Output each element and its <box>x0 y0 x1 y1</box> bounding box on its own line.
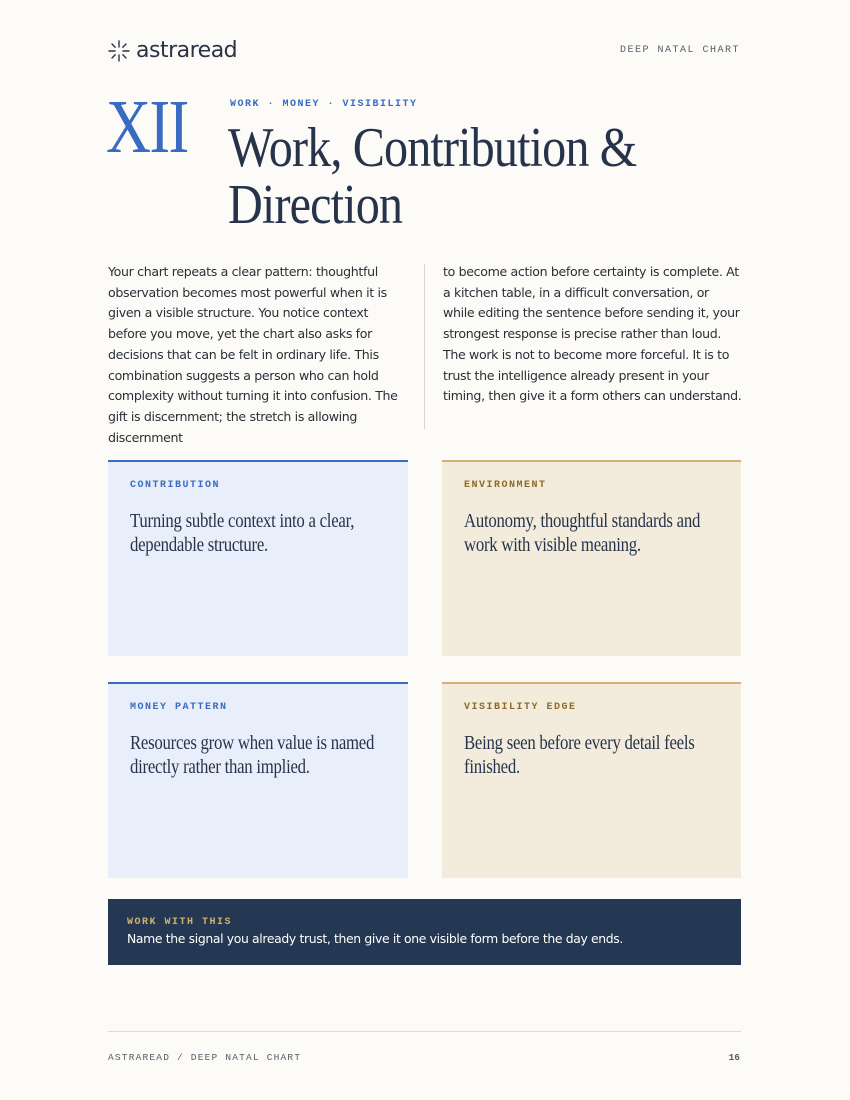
callout-label: WORK WITH THIS <box>127 917 233 928</box>
section-numeral: XII <box>106 85 188 169</box>
document-label: DEEP NATAL CHART <box>619 45 740 56</box>
card-label: VISIBILITY EDGE <box>464 702 577 713</box>
card-text: Autonomy, thoughtful standards and work with visible meaning. <box>464 511 701 556</box>
card-visibility-edge <box>442 682 741 878</box>
column-divider <box>424 264 425 429</box>
callout-text: Name the signal you already trust, then give it one visible form before the day ends. <box>127 931 624 946</box>
section-title: Work, Contribution & Direction <box>228 117 637 236</box>
card-environment <box>442 460 741 656</box>
card-text: Being seen before every detail feels finished. <box>464 733 695 778</box>
card-money-pattern <box>108 682 408 878</box>
card-contribution <box>108 460 408 656</box>
brand-name: astraread <box>136 38 238 63</box>
work-with-this-callout <box>108 899 741 965</box>
card-label: CONTRIBUTION <box>130 480 221 491</box>
footer-label: ASTRAREAD / DEEP NATAL CHART <box>108 1052 302 1063</box>
brand-logo[interactable] <box>108 38 237 63</box>
section-kicker: WORK · MONEY · VISIBILITY <box>230 99 418 110</box>
body-text-left: Your chart repeats a clear pattern: thoughtful observation becomes most powerful when it is given a visible structure. You notice context before you move, yet the chart also asks for decisions that can be felt in ordinary life. This combination suggests a person who can hold complexity without turning it into confusion. The gift is discernment; the stretch is allowing discernment <box>108 264 398 445</box>
card-text: Turning subtle context into a clear, dependable structure. <box>130 511 355 556</box>
sparkle-icon <box>108 40 130 62</box>
body-text-right: to become action before certainty is complete. At a kitchen table, in a difficult conversation, or while editing the sentence before sending it, your strongest response is precise rather than loud. The work is not to become more forceful. It is to trust the intelligence already present in your timing, then give it a form others can understand. <box>443 264 742 404</box>
page-number: 16 <box>728 1052 740 1063</box>
card-label: MONEY PATTERN <box>130 702 228 713</box>
card-label: ENVIRONMENT <box>464 480 547 491</box>
card-text: Resources grow when value is named directly rather than implied. <box>130 733 375 778</box>
footer-divider <box>108 1031 741 1032</box>
